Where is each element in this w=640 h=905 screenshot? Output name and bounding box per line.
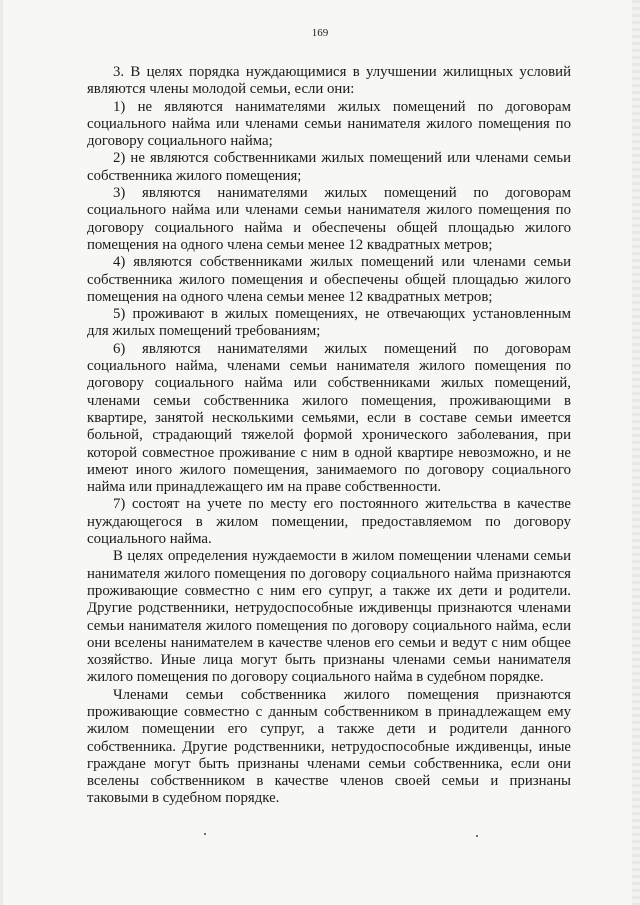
paragraph-subitem-2: 2) не являются собственниками жилых помещений или членами семьи собственника жилого помещения; [87, 150, 571, 184]
scan-speck [476, 835, 478, 837]
paragraph-item-3: 3. В целях порядка нуждающимися в улучшении жилищных условий являются члены молодой семьи, если они: [87, 64, 571, 98]
paragraph-subitem-5: 5) проживают в жилых помещениях, не отвечающих установленным для жилых помещений требованиям; [87, 306, 571, 340]
paragraph-subitem-6: 6) являются нанимателями жилых помещений по договорам социального найма, членами семьи нанимателя жилого помещения по договору социального найма или собственниками жилых помещений, членами семьи собственника жилого помещения, проживающими в квартире, занятой несколькими семьями, если в составе семьи имеется больной, страдающий тяжелой формой хронического заболевания, при которой совместное проживание с ним в одной квартире невозможно, и не имеют иного жилого помещения, занимаемого по договору социального найма или принадлежащего им на праве собственности. [87, 340, 571, 496]
scan-edge-right [632, 0, 640, 905]
paragraph-tenant-family: В целях определения нуждаемости в жилом помещении членами семьи нанимателя жилого помещения по договору социального найма признаются проживающие совместно с ним его супруг, а также их дети и родители. Другие родственники, нетрудоспособные иждивенцы признаются членами семьи нанимателя жилого помещения по договору социального найма, если они вселены нанимателем в качестве членов его семьи и ведут с ним общее хозяйство. Иные лица могут быть признаны членами семьи нанимателя жилого помещения по договору социального найма в судебном порядке. [87, 548, 571, 686]
scan-edge-left [0, 0, 3, 905]
document-body [87, 64, 571, 808]
paragraph-subitem-1: 1) не являются нанимателями жилых помещений по договорам социального найма или членами семьи нанимателя жилого помещения по договору социального найма; [87, 98, 571, 150]
paragraph-subitem-3: 3) являются нанимателями жилых помещений по договорам социального найма или членами семьи нанимателя жилого помещения по договору социального найма и обеспечены общей площадью жилого помещения на одного члена семьи менее 12 квадратных метров; [87, 185, 571, 253]
paragraph-subitem-7: 7) состоят на учете по месту его постоянного жительства в качестве нуждающегося в жилом помещении, предоставляемом по договору социального найма. [87, 496, 571, 548]
paragraph-subitem-4: 4) являются собственниками жилых помещений или членами семьи собственника жилого помещения и обеспечены общей площадью жилого помещения на одного члена семьи менее 12 квадратных метров; [87, 254, 571, 305]
paragraph-owner-family: Членами семьи собственника жилого помещения признаются проживающие совместно с данным собственником в принадлежащем ему жилом помещении его супруг, а также дети и родители данного собственника. Другие родственники, нетрудоспособные иждивенцы, иные граждане могут быть признаны членами семьи собственника, если они вселены собственником в качестве членов своей семьи и признаны таковыми в судебном порядке. [87, 686, 571, 807]
scan-speck [204, 833, 206, 835]
page-number: 169 [311, 27, 329, 39]
